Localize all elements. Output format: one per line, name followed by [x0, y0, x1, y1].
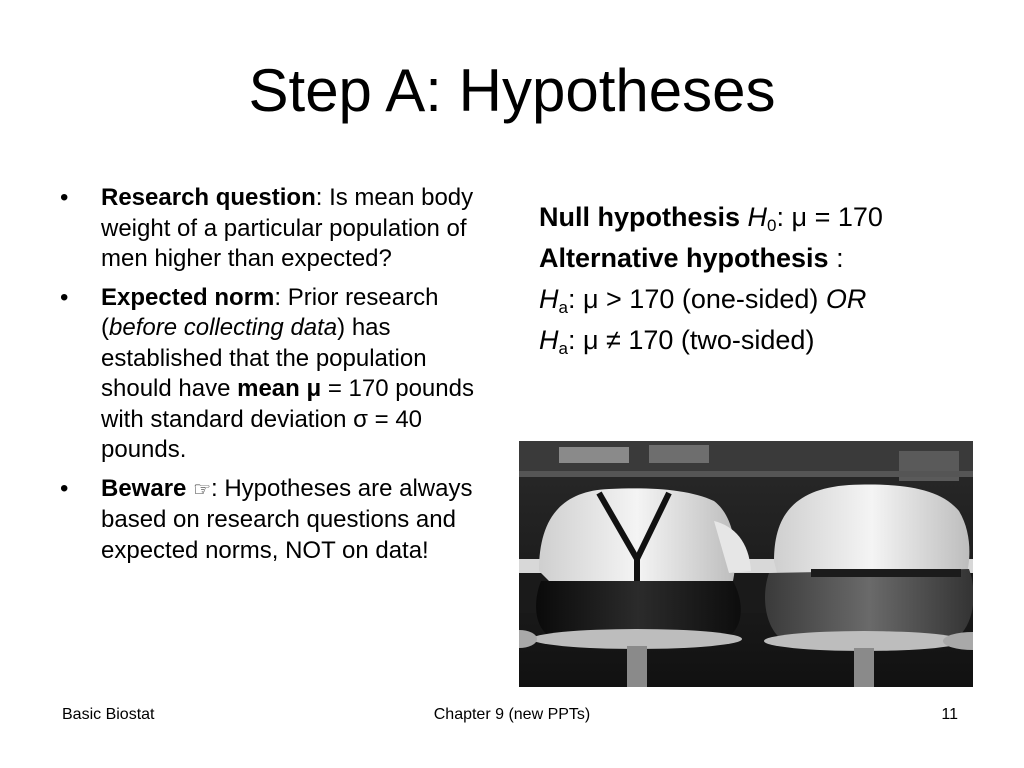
photo-men-on-stools: [519, 441, 973, 687]
beware-label: Beware: [101, 474, 187, 502]
alt-subscript: a: [558, 339, 568, 358]
bullet-beware: [60, 474, 485, 567]
or-text: OR: [825, 284, 867, 314]
expected-norm-italic: before collecting data: [109, 314, 338, 341]
bullet-marker: •: [60, 474, 69, 502]
footer-page-number: 11: [941, 706, 958, 723]
null-hypothesis-line: [539, 197, 999, 238]
footer-course: Basic Biostat: [62, 706, 155, 723]
alternative-hypothesis-line: [539, 238, 999, 279]
bullet-list: [60, 183, 485, 574]
expected-norm-text-a: : Prior research (: [101, 283, 439, 341]
h-symbol: H: [747, 202, 768, 232]
expected-norm-text-c: = 170 pounds with standard deviation σ = 40 pounds.: [101, 375, 474, 463]
beware-text: : Hypotheses are always based on research questions and expected norms, NOT on data!: [101, 474, 473, 564]
bullet-marker: •: [60, 184, 69, 211]
hand-pointing-icon: ☞: [193, 478, 211, 501]
null-hypothesis-label: Null hypothesis: [539, 202, 741, 232]
footer-chapter: Chapter 9 (new PPTs): [433, 706, 591, 723]
null-subscript: 0: [767, 216, 777, 235]
hypotheses-block: [539, 197, 999, 361]
one-sided-line: [539, 279, 999, 320]
two-sided-text: : μ ≠ 170 (two-sided): [567, 325, 815, 355]
bullet-research-question: [60, 183, 485, 275]
h-symbol: H: [539, 325, 559, 355]
expected-norm-text-b: ) has established that the population should have: [101, 314, 427, 402]
slide-title: Step A: Hypotheses: [248, 57, 776, 124]
alternative-colon: :: [828, 243, 844, 273]
two-sided-line: [539, 320, 999, 361]
research-question-label: Research question: [101, 184, 316, 211]
one-sided-text: : μ > 170 (one-sided): [567, 284, 826, 314]
expected-norm-label: Expected norm: [101, 283, 275, 311]
bullet-marker: •: [60, 283, 69, 311]
bullet-expected-norm: [60, 283, 485, 466]
h-symbol: H: [539, 284, 559, 314]
alt-subscript: a: [558, 298, 568, 317]
null-hypothesis-text: : μ = 170: [776, 202, 883, 232]
alternative-hypothesis-label: Alternative hypothesis: [539, 243, 829, 273]
expected-norm-mu: μ: [306, 375, 322, 402]
research-question-text: : Is mean body weight of a particular population of men higher than expected?: [101, 184, 474, 272]
expected-norm-mean: mean: [237, 375, 300, 402]
